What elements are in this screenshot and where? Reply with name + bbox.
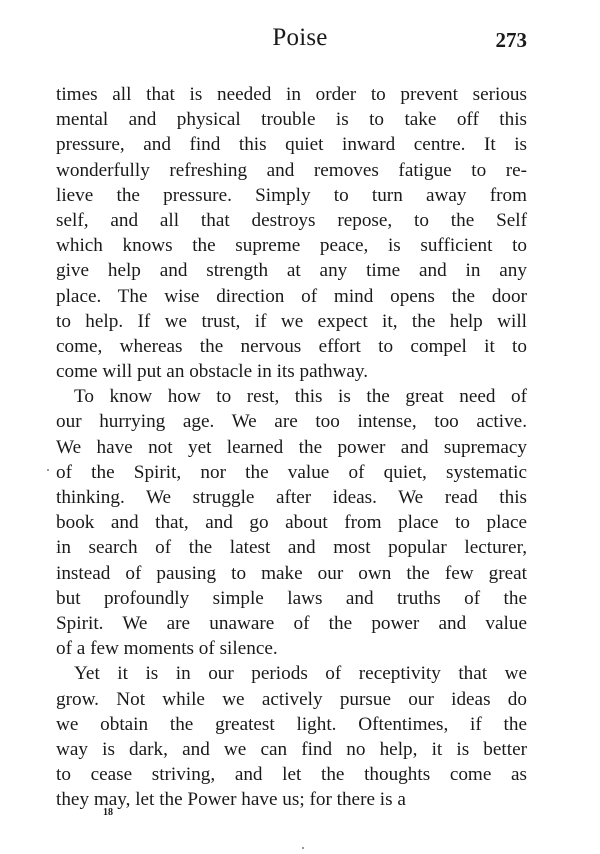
text-line: book and that, and go about from place to place <box>56 512 527 534</box>
text-line: come will put an obstacle in its pathway. <box>56 361 369 383</box>
text-line: self, and all that destroys repose, to the Self <box>56 209 527 231</box>
text-line: We have not yet learned the power and supremacy <box>56 436 527 458</box>
text-line: to cease striving, and let the thoughts come as <box>56 764 527 786</box>
text-line: in search of the latest and most popular lecturer, <box>56 537 527 559</box>
page-number: 273 <box>495 28 527 52</box>
text-line: mental and physical trouble is to take off this <box>56 109 527 131</box>
running-title: Poise <box>272 24 328 51</box>
text-line: To know how to rest, this is the great need of <box>74 386 527 408</box>
text-line: our hurrying age. We are too intense, too active. <box>56 411 527 433</box>
text-line: thinking. We struggle after ideas. We read this <box>56 487 527 508</box>
signature-mark: 18 <box>103 807 113 818</box>
text-line: way is dark, and we can find no help, it is better <box>56 738 527 760</box>
text-line: they may, let the Power have us; for there is a <box>56 789 406 811</box>
paragraph <box>56 661 527 812</box>
text-line: to help. If we trust, if we expect it, the help will <box>56 310 527 332</box>
text-line: Spirit. We are unaware of the power and value <box>56 612 527 634</box>
text-line: lieve the pressure. Simply to turn away from <box>56 184 527 206</box>
text-line: but profoundly simple laws and truths of the <box>56 587 527 609</box>
text-line: which knows the supreme peace, is sufficient to <box>56 235 527 257</box>
paragraph <box>56 82 527 384</box>
text-line: of the Spirit, nor the value of quiet, systematic <box>56 461 527 483</box>
text-line: come, whereas the nervous effort to compel it to <box>56 335 527 357</box>
text-line: we obtain the greatest light. Oftentimes, if the <box>56 713 527 735</box>
text-line: grow. Not while we actively pursue our ideas do <box>56 688 527 710</box>
text-line: place. The wise direction of mind opens the door <box>56 285 527 307</box>
text-line: Yet it is in our periods of receptivity that we <box>74 663 527 685</box>
text-line: of a few moments of silence. <box>56 638 278 660</box>
scan-speck <box>47 469 49 471</box>
text-line: wonderfully refreshing and removes fatigue to re- <box>56 159 527 181</box>
text-line: give help and strength at any time and in any <box>56 260 527 282</box>
text-line: times all that is needed in order to prevent serious <box>56 84 527 105</box>
text-line: pressure, and find this quiet inward centre. It is <box>56 134 527 156</box>
body-text <box>56 82 527 812</box>
paragraph <box>56 384 527 661</box>
text-line: instead of pausing to make our own the few great <box>56 562 527 584</box>
scan-speck <box>302 847 304 849</box>
